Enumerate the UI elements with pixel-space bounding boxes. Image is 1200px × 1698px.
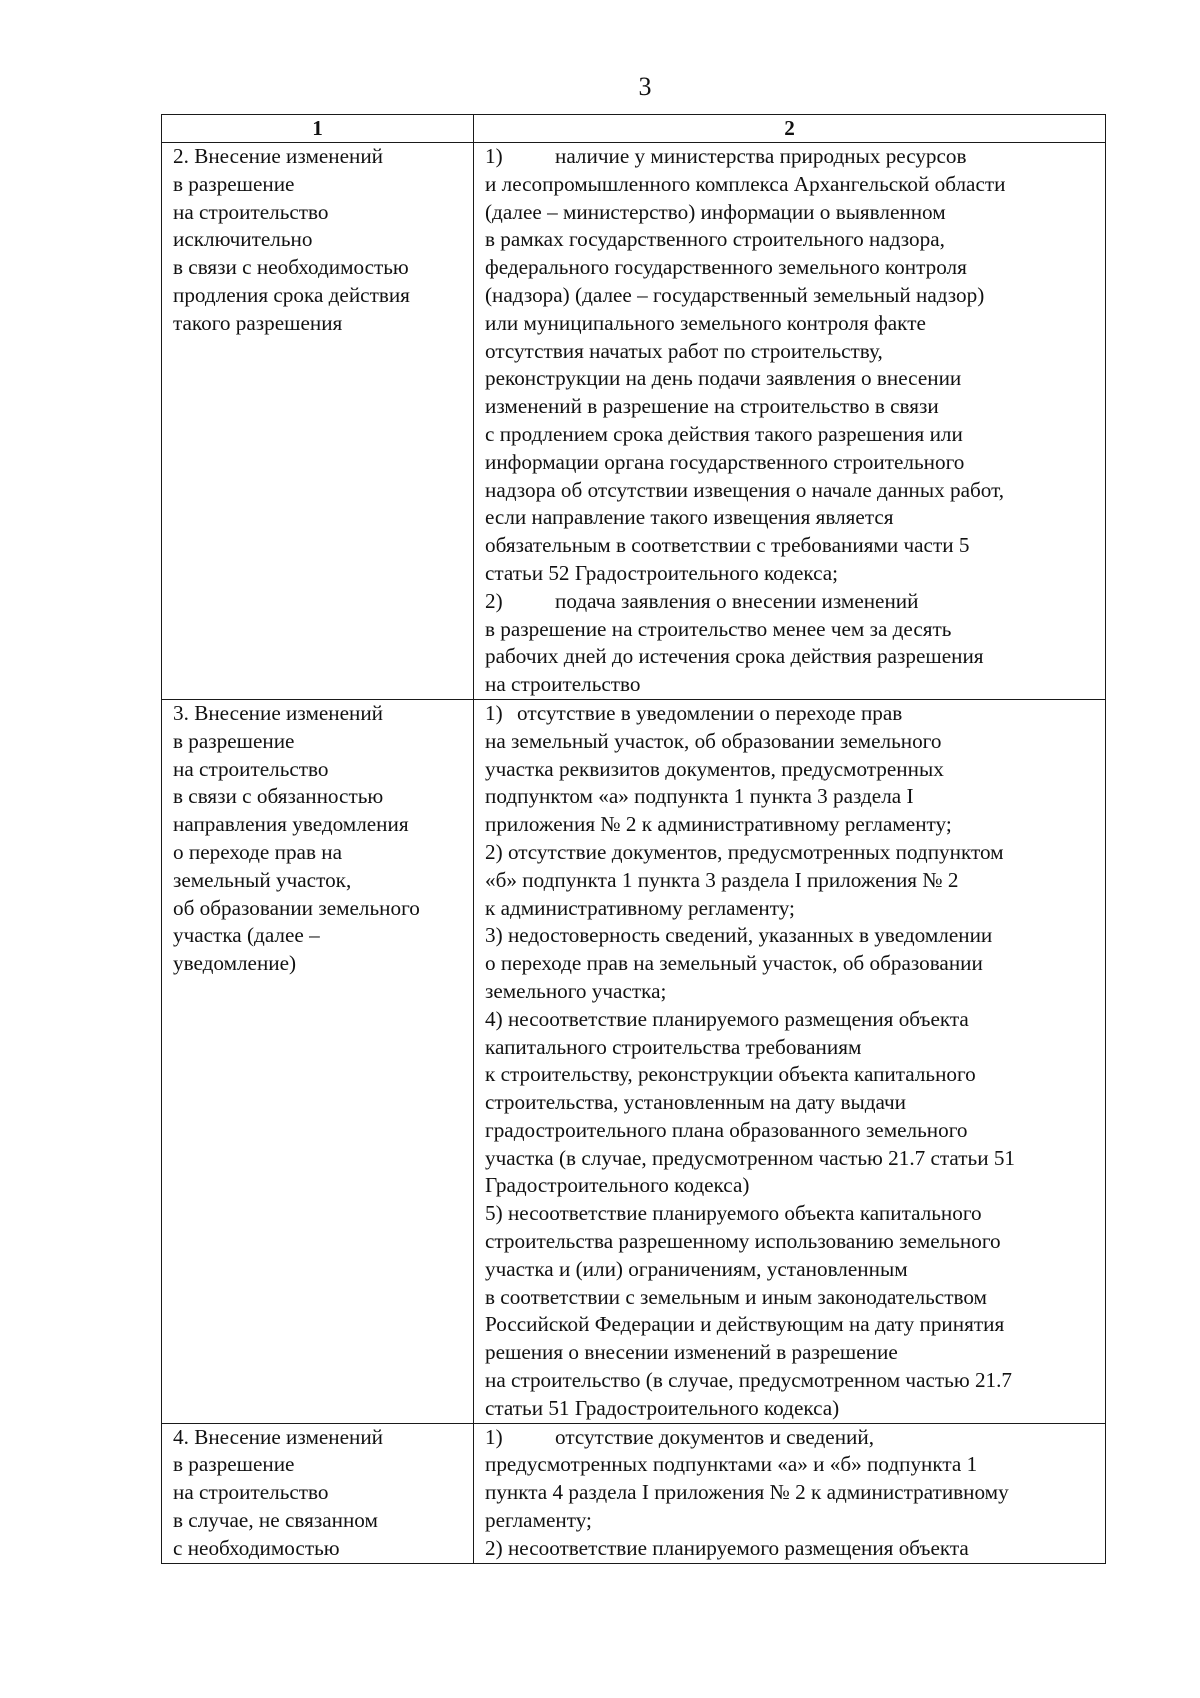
grounds-text: или муниципального земельного контроля факте <box>485 310 926 335</box>
subject-line: 3. Внесение изменений <box>173 700 384 725</box>
grounds-text: отсутствие в уведомлении о переходе прав <box>517 700 903 725</box>
grounds-line <box>485 1145 1097 1173</box>
grounds-line <box>485 393 1097 421</box>
grounds-line <box>485 978 1097 1006</box>
grounds-line <box>485 449 1097 477</box>
table-row <box>162 699 1106 1423</box>
subject-line: уведомление) <box>173 951 297 976</box>
subject-line: на строительство <box>173 1480 329 1505</box>
grounds-text: реконструкции на день подачи заявления о внесении <box>485 366 962 391</box>
grounds-line <box>485 199 1097 227</box>
grounds-line <box>485 811 1097 839</box>
grounds-line <box>485 1117 1097 1145</box>
grounds-text: регламенту; <box>485 1508 592 1533</box>
grounds-text: градостроительного плана образованного земельного <box>485 1117 968 1142</box>
grounds-line <box>485 282 1097 310</box>
grounds-text: на земельный участок, об образовании земельного <box>485 728 942 753</box>
grounds-line <box>485 1395 1097 1423</box>
grounds-line <box>485 310 1097 338</box>
grounds-line <box>485 365 1097 393</box>
grounds-line <box>485 1256 1097 1284</box>
grounds-line <box>485 1535 1097 1563</box>
subject-line: на строительство <box>173 756 329 781</box>
grounds-line <box>485 950 1097 978</box>
grounds-text: участка (в случае, предусмотренном частью 21.7 статьи 51 <box>485 1145 1016 1170</box>
grounds-text: в разрешение на строительство менее чем за десять <box>485 616 952 641</box>
grounds-text: к строительству, реконструкции объекта капитального <box>485 1062 976 1087</box>
grounds-text: на строительство <box>485 672 641 697</box>
subject-line: на строительство <box>173 199 329 224</box>
subject-line: земельный участок, <box>173 867 352 892</box>
subject-line: участка (далее – <box>173 923 320 948</box>
subject-line: исключительно <box>173 227 313 252</box>
grounds-line <box>485 839 1097 867</box>
grounds-text: 2) несоответствие планируемого размещения объекта <box>485 1535 969 1560</box>
grounds-line <box>485 1479 1097 1507</box>
row-subject-cell <box>162 699 474 1423</box>
grounds-text: с продлением срока действия такого разрешения или <box>485 421 963 446</box>
grounds-line <box>485 867 1097 895</box>
grounds-text: капитального строительства требованиям <box>485 1034 862 1059</box>
grounds-line <box>485 1339 1097 1367</box>
grounds-text: обязательным в соответствии с требованиями части 5 <box>485 533 970 558</box>
grounds-text: строительства разрешенному использованию земельного <box>485 1229 1001 1254</box>
grounds-line <box>485 421 1097 449</box>
page-number: 3 <box>638 72 652 101</box>
grounds-text: подпунктом «а» подпункта 1 пункта 3 раздела I <box>485 784 914 809</box>
subject-line: такого разрешения <box>173 310 343 335</box>
grounds-text: (далее – министерство) информации о выявленном <box>485 199 946 224</box>
grounds-line <box>485 226 1097 254</box>
grounds-line <box>485 1311 1097 1339</box>
grounds-line <box>485 1228 1097 1256</box>
grounds-line <box>485 1200 1097 1228</box>
grounds-text: отсутствие документов и сведений, <box>555 1424 875 1449</box>
item-number: 2) <box>485 588 503 613</box>
subject-line: в разрешение <box>173 728 295 753</box>
subject-line: 2. Внесение изменений <box>173 144 384 168</box>
row-grounds-cell <box>474 1423 1106 1563</box>
grounds-text: наличие у министерства природных ресурсов <box>555 144 967 168</box>
grounds-text: подача заявления о внесении изменений <box>555 588 919 613</box>
column-header-1: 1 <box>162 115 474 143</box>
grounds-text: решения о внесении изменений в разрешение <box>485 1340 898 1365</box>
grounds-line <box>485 922 1097 950</box>
grounds-text: федерального государственного земельного контроля <box>485 255 967 280</box>
grounds-text: участка реквизитов документов, предусмотренных <box>485 756 944 781</box>
grounds-line <box>485 254 1097 282</box>
grounds-text: пункта 4 раздела I приложения № 2 к административному <box>485 1480 1009 1505</box>
grounds-line <box>485 1284 1097 1312</box>
subject-line: в случае, не связанном <box>173 1508 378 1533</box>
grounds-line <box>485 895 1097 923</box>
grounds-text: 2) отсутствие документов, предусмотренных подпунктом <box>485 839 1004 864</box>
grounds-text: о переходе прав на земельный участок, об образовании <box>485 951 983 976</box>
grounds-text: (надзора) (далее – государственный земельный надзор) <box>485 282 985 307</box>
grounds-text: предусмотренных подпунктами «а» и «б» подпункта 1 <box>485 1452 978 1477</box>
subject-line: с необходимостью <box>173 1535 340 1560</box>
grounds-text: в рамках государственного строительного надзора, <box>485 227 945 252</box>
table-header-row <box>162 115 1106 143</box>
grounds-text: к административному регламенту; <box>485 895 795 920</box>
grounds-line <box>485 477 1097 505</box>
subject-line: в разрешение <box>173 1452 295 1477</box>
grounds-line <box>485 1367 1097 1395</box>
table-row <box>162 1423 1106 1563</box>
subject-line: в связи с необходимостью <box>173 255 409 280</box>
grounds-text: Российской Федерации и действующим на дату принятия <box>485 1312 1005 1337</box>
grounds-text: приложения № 2 к административному регламенту; <box>485 812 952 837</box>
row-subject-cell <box>162 1423 474 1563</box>
grounds-line <box>485 171 1097 199</box>
grounds-text: статьи 51 Градостроительного кодекса) <box>485 1395 840 1420</box>
grounds-text: рабочих дней до истечения срока действия разрешения <box>485 644 984 669</box>
item-number: 1) <box>485 1424 503 1449</box>
grounds-line <box>485 1089 1097 1117</box>
grounds-line <box>485 588 1097 616</box>
column-header-2: 2 <box>474 115 1106 143</box>
subject-line: 4. Внесение изменений <box>173 1424 384 1449</box>
grounds-line <box>485 643 1097 671</box>
item-number: 1) <box>485 144 503 168</box>
grounds-line <box>485 1172 1097 1200</box>
grounds-text: 4) несоответствие планируемого размещения объекта <box>485 1006 969 1031</box>
grounds-line <box>485 1061 1097 1089</box>
subject-line: об образовании земельного <box>173 895 420 920</box>
grounds-line <box>485 756 1097 784</box>
grounds-text: участка и (или) ограничениям, установленным <box>485 1256 908 1281</box>
grounds-line <box>485 1424 1097 1452</box>
subject-line: в разрешение <box>173 171 295 196</box>
grounds-line <box>485 504 1097 532</box>
grounds-text: «б» подпункта 1 пункта 3 раздела I приложения № 2 <box>485 867 959 892</box>
grounds-line <box>485 616 1097 644</box>
grounds-line <box>485 700 1097 728</box>
grounds-text: статьи 52 Градостроительного кодекса; <box>485 560 839 585</box>
grounds-line <box>485 783 1097 811</box>
grounds-text: в соответствии с земельным и иным законодательством <box>485 1284 987 1309</box>
grounds-text: земельного участка; <box>485 978 667 1003</box>
grounds-text: информации органа государственного строительного <box>485 449 965 474</box>
row-subject-cell <box>162 143 474 700</box>
grounds-text: строительства, установленным на дату выдачи <box>485 1090 907 1115</box>
grounds-line <box>485 338 1097 366</box>
row-grounds-cell <box>474 699 1106 1423</box>
grounds-line <box>485 1034 1097 1062</box>
grounds-text: Градостроительного кодекса) <box>485 1173 750 1198</box>
grounds-line <box>485 560 1097 588</box>
subject-line: направления уведомления <box>173 812 409 837</box>
grounds-line <box>485 532 1097 560</box>
subject-line: в связи с обязанностью <box>173 784 384 809</box>
grounds-line <box>485 1507 1097 1535</box>
subject-line: о переходе прав на <box>173 839 342 864</box>
grounds-text: надзора об отсутствии извещения о начале данных работ, <box>485 477 1005 502</box>
grounds-text: если направление такого извещения является <box>485 505 894 530</box>
table-row <box>162 143 1106 700</box>
subject-line: продления срока действия <box>173 282 410 307</box>
item-number: 1) <box>485 700 503 725</box>
grounds-line <box>485 143 1097 171</box>
grounds-text: 3) недостоверность сведений, указанных в уведомлении <box>485 923 993 948</box>
grounds-line <box>485 671 1097 699</box>
grounds-line <box>485 1006 1097 1034</box>
grounds-text: на строительство (в случае, предусмотренном частью 21.7 <box>485 1368 1013 1393</box>
grounds-line <box>485 1451 1097 1479</box>
grounds-text: изменений в разрешение на строительство в связи <box>485 394 939 419</box>
row-grounds-cell <box>474 143 1106 700</box>
grounds-text: 5) несоответствие планируемого объекта капитального <box>485 1201 982 1226</box>
grounds-table <box>161 114 1106 1564</box>
grounds-line <box>485 728 1097 756</box>
grounds-text: отсутствия начатых работ по строительству, <box>485 338 883 363</box>
grounds-text: и лесопромышленного комплекса Архангельской области <box>485 171 1006 196</box>
